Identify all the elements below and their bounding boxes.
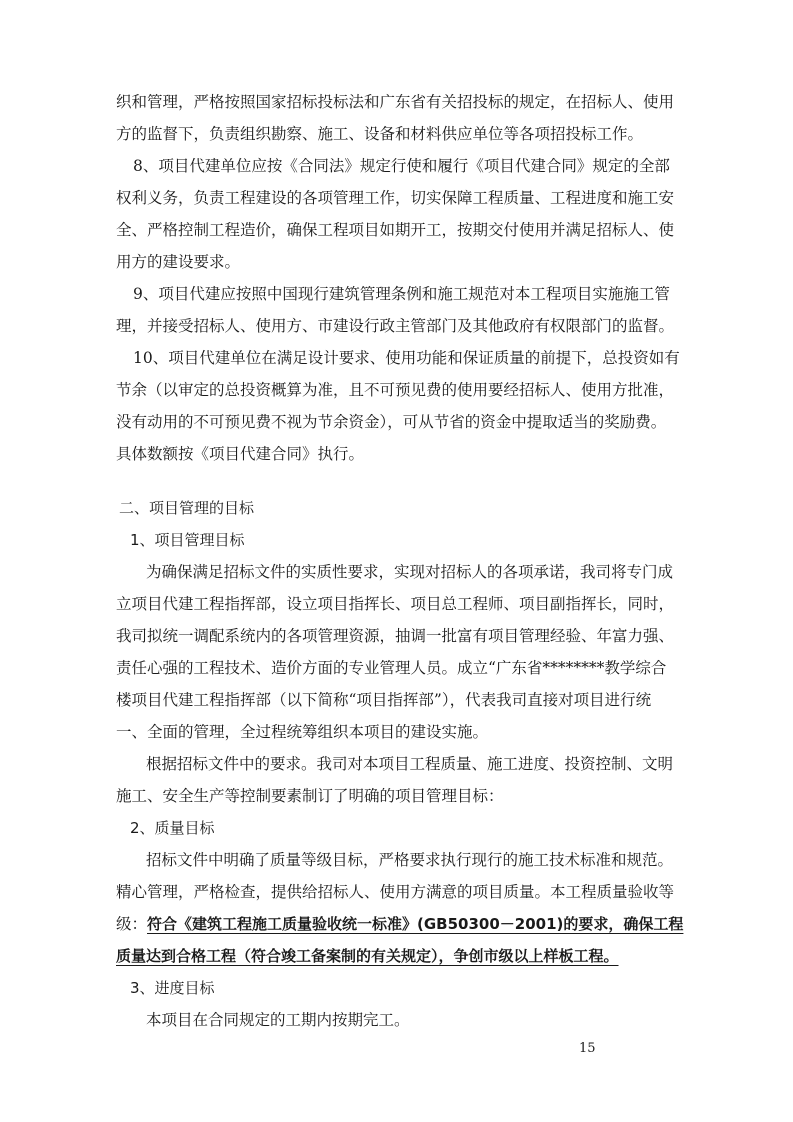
text-line: 方的监督下，负责组织勘察、施工、设备和材料供应单位等各项招投标工作。	[116, 125, 644, 143]
text-fragment: 级：	[116, 915, 148, 933]
text-line: 我司拟统一调配系统内的各项管理资源，抽调一批富有项目管理经验、年富力强、	[116, 627, 675, 645]
text-line: 8、项目代建单位应按《合同法》规定行使和履行《项目代建合同》规定的全部	[133, 157, 670, 175]
text-line: 10、项目代建单位在满足设计要求、使用功能和保证质量的前提下，总投资如有	[133, 349, 680, 367]
quality-target-text: 质量达到合格工程（符合竣工备案制的有关规定），争创市级以上样板工程。	[116, 947, 619, 965]
text-line	[0, 914, 793, 934]
text-line: 立项目代建工程指挥部，设立项目指挥长、项目总工程师、项目副指挥长，同时，	[116, 595, 675, 613]
text-line: 施工、安全生产等控制要素制订了明确的项目管理目标：	[116, 787, 504, 805]
text-line: 本项目在合同规定的工期内按期完工。	[146, 1011, 410, 1029]
section-heading: 二、项目管理的目标	[119, 499, 255, 517]
text-line: 织和管理，严格按照国家招标投标法和广东省有关招投标的规定，在招标人、使用	[116, 93, 675, 111]
text-line: 用方的建设要求。	[116, 253, 241, 271]
text-line: 责任心强的工程技术、造价方面的专业管理人员。成立“广东省********教学综合	[116, 659, 667, 677]
text-line: 楼项目代建工程指挥部（以下简称“项目指挥部”），代表我司直接对项目进行统	[116, 691, 652, 709]
subsection-heading: 1、项目管理目标	[130, 531, 245, 549]
text-line: 权利义务，负责工程建设的各项管理工作，切实保障工程质量、工程进度和施工安	[116, 189, 675, 207]
text-line: 9、项目代建应按照中国现行建筑管理条例和施工规范对本工程项目实施施工管	[133, 285, 670, 303]
text-line: 一、全面的管理，全过程统筹组织本项目的建设实施。	[116, 723, 489, 741]
subsection-heading: 3、进度目标	[130, 979, 215, 997]
text-line: 节余（以审定的总投资概算为准，且不可预见费的使用要经招标人、使用方批准，	[116, 381, 675, 399]
text-line: 招标文件中明确了质量等级目标，严格要求执行现行的施工技术标准和规范。	[146, 851, 674, 869]
text-line: 为确保满足招标文件的实质性要求，实现对招标人的各项承诺，我司将专门成	[146, 563, 674, 581]
text-line	[0, 946, 793, 966]
page-number: 15	[579, 1041, 596, 1056]
text-line: 没有动用的不可预见费不视为节余资金），可从节省的资金中提取适当的奖励费。	[116, 413, 667, 431]
text-line: 根据招标文件中的要求。我司对本项目工程质量、施工进度、投资控制、文明	[146, 755, 674, 773]
text-line: 具体数额按《项目代建合同》执行。	[116, 445, 365, 463]
subsection-heading: 2、质量目标	[130, 819, 215, 837]
quality-standard-text: 符合《建筑工程施工质量验收统一标准》(GB50300－2001)的要求，确保工程	[147, 915, 684, 933]
text-line: 精心管理，严格检查，提供给招标人、使用方满意的项目质量。本工程质量验收等	[116, 883, 675, 901]
text-line: 理，并接受招标人、使用方、市建设行政主管部门及其他政府有权限部门的监督。	[116, 317, 675, 335]
text-line: 全、严格控制工程造价，确保工程项目如期开工，按期交付使用并满足招标人、使	[116, 221, 675, 239]
